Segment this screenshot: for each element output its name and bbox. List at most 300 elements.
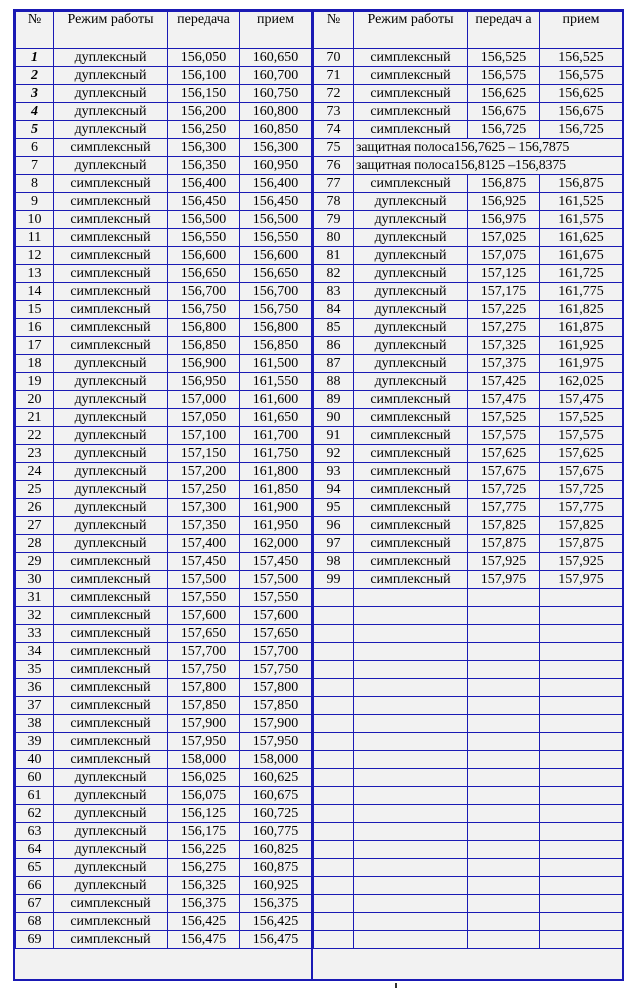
rx-frequency: 157,775 xyxy=(540,499,623,517)
operating-mode: симплексный xyxy=(54,211,168,229)
rx-frequency: 156,400 xyxy=(240,175,312,193)
operating-mode: симплексный xyxy=(354,445,468,463)
operating-mode: симплексный xyxy=(54,139,168,157)
table-row xyxy=(16,463,312,481)
empty-cell xyxy=(468,751,540,769)
operating-mode: симплексный xyxy=(54,553,168,571)
channel-number: 83 xyxy=(314,283,354,301)
tx-frequency: 157,575 xyxy=(468,427,540,445)
operating-mode: дуплексный xyxy=(54,409,168,427)
operating-mode: дуплексный xyxy=(54,445,168,463)
rx-frequency: 160,800 xyxy=(240,103,312,121)
empty-row xyxy=(314,643,623,661)
table-row xyxy=(314,265,623,283)
rx-frequency: 160,750 xyxy=(240,85,312,103)
channel-number: 38 xyxy=(16,715,54,733)
tx-frequency: 157,825 xyxy=(468,517,540,535)
operating-mode: дуплексный xyxy=(354,211,468,229)
rx-frequency: 161,725 xyxy=(540,265,623,283)
channel-number: 65 xyxy=(16,859,54,877)
table-row xyxy=(314,139,623,157)
empty-cell xyxy=(354,679,468,697)
table-row xyxy=(16,337,312,355)
tx-frequency: 157,250 xyxy=(168,481,240,499)
rx-frequency: 161,800 xyxy=(240,463,312,481)
operating-mode: симплексный xyxy=(54,697,168,715)
empty-cell xyxy=(314,661,354,679)
operating-mode: симплексный xyxy=(354,49,468,67)
empty-cell xyxy=(540,607,623,625)
channel-number: 5 xyxy=(16,121,54,139)
empty-cell xyxy=(540,823,623,841)
channel-number: 72 xyxy=(314,85,354,103)
table-row xyxy=(314,49,623,67)
channel-number: 11 xyxy=(16,229,54,247)
tx-frequency: 156,675 xyxy=(468,103,540,121)
tx-frequency: 156,625 xyxy=(468,85,540,103)
empty-cell xyxy=(468,787,540,805)
rx-frequency: 160,650 xyxy=(240,49,312,67)
operating-mode: симплексный xyxy=(354,85,468,103)
operating-mode: дуплексный xyxy=(54,121,168,139)
channel-number: 87 xyxy=(314,355,354,373)
operating-mode: дуплексный xyxy=(54,535,168,553)
table-row xyxy=(16,535,312,553)
operating-mode: симплексный xyxy=(354,517,468,535)
tx-frequency: 157,275 xyxy=(468,319,540,337)
tx-frequency: 157,350 xyxy=(168,517,240,535)
tx-frequency: 156,725 xyxy=(468,121,540,139)
tx-frequency: 157,600 xyxy=(168,607,240,625)
rx-frequency: 157,525 xyxy=(540,409,623,427)
rx-frequency: 156,675 xyxy=(540,103,623,121)
operating-mode: симплексный xyxy=(354,121,468,139)
tx-frequency: 157,650 xyxy=(168,625,240,643)
table-row xyxy=(314,301,623,319)
rx-frequency: 156,575 xyxy=(540,67,623,85)
tx-frequency: 156,750 xyxy=(168,301,240,319)
rx-frequency: 156,300 xyxy=(240,139,312,157)
rx-frequency: 160,700 xyxy=(240,67,312,85)
tx-frequency: 156,400 xyxy=(168,175,240,193)
empty-cell xyxy=(314,751,354,769)
operating-mode: дуплексный xyxy=(354,229,468,247)
table-row xyxy=(16,697,312,715)
table-row xyxy=(16,391,312,409)
empty-cell xyxy=(314,607,354,625)
left-table-body xyxy=(16,49,312,949)
table-row xyxy=(16,805,312,823)
rx-frequency: 161,950 xyxy=(240,517,312,535)
channel-number: 69 xyxy=(16,931,54,949)
rx-frequency: 160,775 xyxy=(240,823,312,841)
operating-mode: симплексный xyxy=(54,607,168,625)
empty-cell xyxy=(314,931,354,949)
operating-mode: дуплексный xyxy=(54,517,168,535)
channel-number: 25 xyxy=(16,481,54,499)
rx-frequency: 161,750 xyxy=(240,445,312,463)
rx-frequency: 157,700 xyxy=(240,643,312,661)
page-tick-mark xyxy=(395,983,397,988)
table-row xyxy=(314,517,623,535)
tx-frequency: 157,325 xyxy=(468,337,540,355)
empty-cell xyxy=(540,589,623,607)
tx-frequency: 156,700 xyxy=(168,283,240,301)
table-row xyxy=(16,85,312,103)
empty-row xyxy=(314,751,623,769)
channel-number: 15 xyxy=(16,301,54,319)
channel-number: 20 xyxy=(16,391,54,409)
operating-mode: дуплексный xyxy=(54,355,168,373)
operating-mode: симплексный xyxy=(354,463,468,481)
empty-cell xyxy=(540,913,623,931)
tx-frequency: 157,850 xyxy=(168,697,240,715)
empty-cell xyxy=(468,625,540,643)
table-row xyxy=(314,499,623,517)
tx-frequency: 157,625 xyxy=(468,445,540,463)
rx-frequency: 156,700 xyxy=(240,283,312,301)
rx-frequency: 161,575 xyxy=(540,211,623,229)
rx-frequency: 160,875 xyxy=(240,859,312,877)
empty-cell xyxy=(314,679,354,697)
tx-frequency: 156,125 xyxy=(168,805,240,823)
channel-number: 61 xyxy=(16,787,54,805)
tx-frequency: 157,450 xyxy=(168,553,240,571)
tx-frequency: 157,050 xyxy=(168,409,240,427)
rx-frequency: 157,850 xyxy=(240,697,312,715)
tx-frequency: 156,250 xyxy=(168,121,240,139)
channel-number: 17 xyxy=(16,337,54,355)
empty-cell xyxy=(354,751,468,769)
header-tx: передача xyxy=(168,12,240,49)
empty-row xyxy=(314,913,623,931)
empty-cell xyxy=(540,625,623,643)
empty-cell xyxy=(468,643,540,661)
empty-cell xyxy=(468,589,540,607)
empty-cell xyxy=(540,769,623,787)
empty-cell xyxy=(540,661,623,679)
table-row xyxy=(16,913,312,931)
table-row xyxy=(314,463,623,481)
tx-frequency: 157,175 xyxy=(468,283,540,301)
operating-mode: симплексный xyxy=(354,427,468,445)
rx-frequency: 161,550 xyxy=(240,373,312,391)
channel-number: 88 xyxy=(314,373,354,391)
empty-cell xyxy=(468,877,540,895)
table-row xyxy=(16,661,312,679)
operating-mode: симплексный xyxy=(354,553,468,571)
empty-cell xyxy=(314,625,354,643)
empty-cell xyxy=(354,841,468,859)
operating-mode: симплексный xyxy=(354,535,468,553)
table-row xyxy=(16,103,312,121)
table-row xyxy=(314,67,623,85)
channel-number: 26 xyxy=(16,499,54,517)
channel-number: 33 xyxy=(16,625,54,643)
tx-frequency: 156,600 xyxy=(168,247,240,265)
channel-number: 74 xyxy=(314,121,354,139)
operating-mode: дуплексный xyxy=(54,769,168,787)
table-row xyxy=(314,283,623,301)
rx-frequency: 157,800 xyxy=(240,679,312,697)
rx-frequency: 160,850 xyxy=(240,121,312,139)
table-row xyxy=(314,211,623,229)
tx-frequency: 157,225 xyxy=(468,301,540,319)
tx-frequency: 157,125 xyxy=(468,265,540,283)
channel-number: 30 xyxy=(16,571,54,589)
operating-mode: симплексный xyxy=(354,481,468,499)
operating-mode: симплексный xyxy=(54,247,168,265)
channel-number: 6 xyxy=(16,139,54,157)
tx-frequency: 156,925 xyxy=(468,193,540,211)
empty-cell xyxy=(468,715,540,733)
tx-frequency: 156,375 xyxy=(168,895,240,913)
tx-frequency: 157,375 xyxy=(468,355,540,373)
empty-cell xyxy=(540,859,623,877)
empty-cell xyxy=(314,841,354,859)
header-rx: прием xyxy=(240,12,312,49)
rx-frequency: 156,425 xyxy=(240,913,312,931)
channel-number: 86 xyxy=(314,337,354,355)
operating-mode: симплексный xyxy=(54,229,168,247)
empty-cell xyxy=(314,787,354,805)
operating-mode: симплексный xyxy=(54,643,168,661)
rx-frequency: 157,625 xyxy=(540,445,623,463)
rx-frequency: 161,900 xyxy=(240,499,312,517)
channel-number: 37 xyxy=(16,697,54,715)
operating-mode: дуплексный xyxy=(54,391,168,409)
rx-frequency: 161,925 xyxy=(540,337,623,355)
empty-row xyxy=(314,895,623,913)
channel-number: 66 xyxy=(16,877,54,895)
right-header-row xyxy=(314,12,623,49)
channel-number: 12 xyxy=(16,247,54,265)
tx-frequency: 156,275 xyxy=(168,859,240,877)
channel-number: 81 xyxy=(314,247,354,265)
operating-mode: симплексный xyxy=(54,301,168,319)
operating-mode: симплексный xyxy=(54,625,168,643)
rx-frequency: 161,625 xyxy=(540,229,623,247)
empty-cell xyxy=(540,805,623,823)
table-row xyxy=(16,859,312,877)
tx-frequency: 156,350 xyxy=(168,157,240,175)
rx-frequency: 156,525 xyxy=(540,49,623,67)
rx-frequency: 162,025 xyxy=(540,373,623,391)
channel-number: 18 xyxy=(16,355,54,373)
table-row xyxy=(314,571,623,589)
rx-frequency: 156,600 xyxy=(240,247,312,265)
rx-frequency: 162,000 xyxy=(240,535,312,553)
channel-number: 85 xyxy=(314,319,354,337)
table-row xyxy=(16,643,312,661)
empty-row xyxy=(314,733,623,751)
rx-frequency: 157,450 xyxy=(240,553,312,571)
table-row xyxy=(16,265,312,283)
left-header-row xyxy=(16,12,312,49)
channel-frequency-table xyxy=(13,9,624,981)
header-num: № xyxy=(16,12,54,49)
operating-mode: симплексный xyxy=(54,175,168,193)
empty-row xyxy=(314,877,623,895)
tx-frequency: 157,675 xyxy=(468,463,540,481)
operating-mode: симплексный xyxy=(54,337,168,355)
table-row xyxy=(16,589,312,607)
rx-frequency: 156,450 xyxy=(240,193,312,211)
channel-number: 77 xyxy=(314,175,354,193)
empty-row xyxy=(314,715,623,733)
table-row xyxy=(16,121,312,139)
table-row xyxy=(16,409,312,427)
operating-mode: симплексный xyxy=(54,265,168,283)
empty-cell xyxy=(354,805,468,823)
table-row xyxy=(314,85,623,103)
empty-cell xyxy=(540,643,623,661)
tx-frequency: 157,900 xyxy=(168,715,240,733)
channel-number: 92 xyxy=(314,445,354,463)
tx-frequency: 157,875 xyxy=(468,535,540,553)
empty-row xyxy=(314,661,623,679)
channel-number: 36 xyxy=(16,679,54,697)
table-row xyxy=(314,445,623,463)
empty-cell xyxy=(314,589,354,607)
operating-mode: дуплексный xyxy=(54,499,168,517)
tx-frequency: 157,750 xyxy=(168,661,240,679)
right-table xyxy=(313,11,623,949)
empty-cell xyxy=(354,661,468,679)
table-row xyxy=(16,931,312,949)
table-row xyxy=(16,517,312,535)
empty-cell xyxy=(314,823,354,841)
table-row xyxy=(314,481,623,499)
table-row xyxy=(16,625,312,643)
rx-frequency: 161,525 xyxy=(540,193,623,211)
operating-mode: дуплексный xyxy=(354,337,468,355)
channel-number: 68 xyxy=(16,913,54,931)
channel-number: 39 xyxy=(16,733,54,751)
channel-number: 7 xyxy=(16,157,54,175)
table-row xyxy=(16,175,312,193)
channel-number: 34 xyxy=(16,643,54,661)
table-row xyxy=(16,499,312,517)
rx-frequency: 161,775 xyxy=(540,283,623,301)
empty-row xyxy=(314,625,623,643)
rx-frequency: 157,575 xyxy=(540,427,623,445)
operating-mode: дуплексный xyxy=(354,193,468,211)
rx-frequency: 157,600 xyxy=(240,607,312,625)
rx-frequency: 157,950 xyxy=(240,733,312,751)
rx-frequency: 157,900 xyxy=(240,715,312,733)
table-row xyxy=(16,193,312,211)
table-row xyxy=(314,391,623,409)
channel-number: 82 xyxy=(314,265,354,283)
channel-number: 75 xyxy=(314,139,354,157)
header-tx: передач а xyxy=(468,12,540,49)
table-row xyxy=(16,445,312,463)
table-row xyxy=(16,229,312,247)
channel-number: 95 xyxy=(314,499,354,517)
rx-frequency: 161,500 xyxy=(240,355,312,373)
empty-cell xyxy=(468,931,540,949)
rx-frequency: 156,550 xyxy=(240,229,312,247)
empty-row xyxy=(314,787,623,805)
rx-frequency: 156,850 xyxy=(240,337,312,355)
rx-frequency: 157,475 xyxy=(540,391,623,409)
table-row xyxy=(314,103,623,121)
rx-frequency: 160,675 xyxy=(240,787,312,805)
table-row xyxy=(16,301,312,319)
tx-frequency: 157,550 xyxy=(168,589,240,607)
channel-number: 32 xyxy=(16,607,54,625)
rx-frequency: 161,600 xyxy=(240,391,312,409)
channel-number: 16 xyxy=(16,319,54,337)
operating-mode: дуплексный xyxy=(354,355,468,373)
rx-frequency: 156,725 xyxy=(540,121,623,139)
empty-cell xyxy=(314,769,354,787)
operating-mode: симплексный xyxy=(54,715,168,733)
tx-frequency: 157,725 xyxy=(468,481,540,499)
operating-mode: дуплексный xyxy=(54,787,168,805)
rx-frequency: 157,675 xyxy=(540,463,623,481)
guard-band-note: защитная полоса156,7625 – 156,7875 xyxy=(354,139,623,157)
empty-cell xyxy=(540,679,623,697)
operating-mode: симплексный xyxy=(54,913,168,931)
operating-mode: дуплексный xyxy=(54,427,168,445)
table-row xyxy=(16,67,312,85)
empty-cell xyxy=(468,805,540,823)
channel-number: 96 xyxy=(314,517,354,535)
operating-mode: дуплексный xyxy=(54,49,168,67)
channel-number: 89 xyxy=(314,391,354,409)
table-row xyxy=(16,787,312,805)
tx-frequency: 156,875 xyxy=(468,175,540,193)
rx-frequency: 157,825 xyxy=(540,517,623,535)
empty-row xyxy=(314,679,623,697)
empty-cell xyxy=(314,805,354,823)
empty-row xyxy=(314,769,623,787)
table-row xyxy=(16,895,312,913)
empty-cell xyxy=(540,931,623,949)
table-row xyxy=(314,229,623,247)
rx-frequency: 160,725 xyxy=(240,805,312,823)
header-num: № xyxy=(314,12,354,49)
operating-mode: симплексный xyxy=(54,751,168,769)
empty-cell xyxy=(468,679,540,697)
tx-frequency: 156,650 xyxy=(168,265,240,283)
table-row xyxy=(16,769,312,787)
tx-frequency: 156,850 xyxy=(168,337,240,355)
channel-number: 22 xyxy=(16,427,54,445)
channel-number: 3 xyxy=(16,85,54,103)
rx-frequency: 156,650 xyxy=(240,265,312,283)
empty-cell xyxy=(354,643,468,661)
empty-cell xyxy=(468,823,540,841)
tx-frequency: 157,975 xyxy=(468,571,540,589)
operating-mode: симплексный xyxy=(54,193,168,211)
empty-cell xyxy=(354,769,468,787)
tx-frequency: 156,325 xyxy=(168,877,240,895)
rx-frequency: 156,375 xyxy=(240,895,312,913)
empty-row xyxy=(314,589,623,607)
table-row xyxy=(16,355,312,373)
rx-frequency: 161,650 xyxy=(240,409,312,427)
tx-frequency: 157,925 xyxy=(468,553,540,571)
channel-number: 79 xyxy=(314,211,354,229)
tx-frequency: 157,425 xyxy=(468,373,540,391)
channel-number: 40 xyxy=(16,751,54,769)
table-row xyxy=(16,823,312,841)
table-row xyxy=(314,355,623,373)
channel-number: 97 xyxy=(314,535,354,553)
